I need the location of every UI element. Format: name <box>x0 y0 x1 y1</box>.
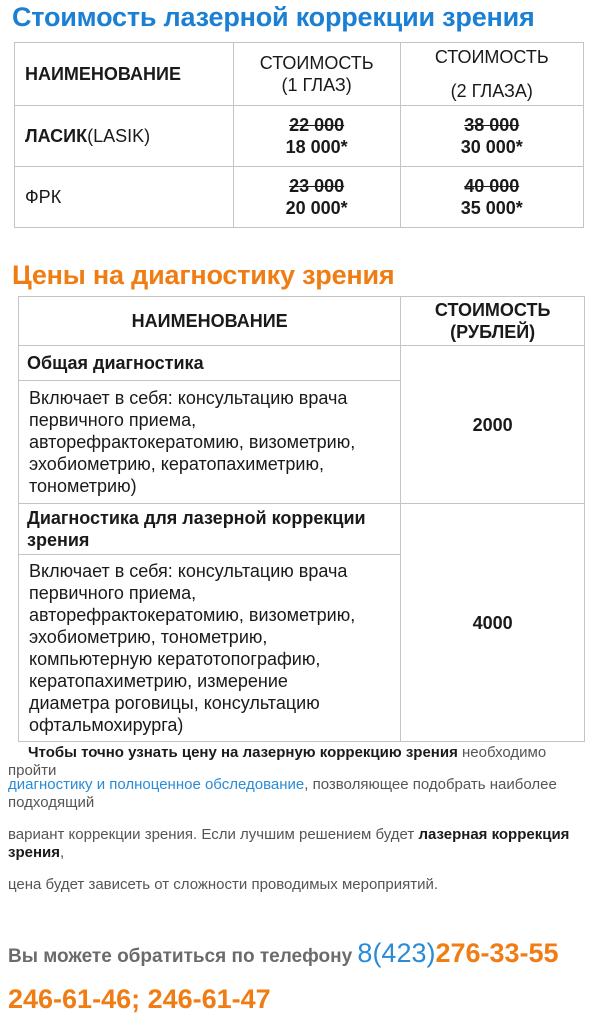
info-bold-text: лазерная коррекция зрения <box>8 826 570 861</box>
description-line: тонометрию) <box>29 476 137 496</box>
info-bold-text: Чтобы точно узнать цену на лазерную коррекцию зрения <box>28 744 458 761</box>
contact-label: Вы можете обратиться по телефону <box>8 946 358 967</box>
group-description <box>19 381 401 504</box>
new-price: 35 000* <box>460 198 523 218</box>
table-row <box>15 167 584 228</box>
col-header-cost <box>401 297 585 346</box>
table-header-row <box>15 43 584 106</box>
price-one-eye <box>233 106 400 167</box>
col-header-one-eye <box>233 43 400 106</box>
col-header-name: НАИМЕНОВАНИЕ <box>19 297 401 346</box>
description-line: кератопахиметрию, измерение <box>29 671 288 691</box>
col-header-two-eyes-l2: (2 ГЛАЗА) <box>450 81 533 101</box>
description-line: первичного приема, <box>29 410 197 430</box>
new-price: 18 000* <box>285 137 348 157</box>
diagnostics-price-table <box>18 296 585 742</box>
info-text: необходимо пройти <box>8 744 547 779</box>
col-header-two-eyes-l1: СТОИМОСТЬ <box>434 47 549 67</box>
table-row <box>15 106 584 167</box>
description-line: Включает в себя: консультацию врача <box>29 388 348 408</box>
contact-phone-line <box>8 938 559 969</box>
table-row <box>19 504 585 555</box>
diagnostics-link[interactable]: диагностику и полноценное обследование <box>8 776 305 793</box>
description-line: эхобиометрию, тонометрию, <box>29 627 268 647</box>
col-header-name: НАИМЕНОВАНИЕ <box>15 43 234 106</box>
laser-price-table <box>14 42 584 228</box>
phone-numbers-extra[interactable]: 246-61-46; 246-61-47 <box>8 984 271 1014</box>
info-paragraph-1 <box>8 744 588 780</box>
info-text: , <box>60 844 65 861</box>
price-two-eyes <box>400 106 583 167</box>
description-line: офтальмохирурга) <box>29 715 184 735</box>
old-price: 22 000 <box>289 115 345 135</box>
col-header-cost-l1: СТОИМОСТЬ <box>434 300 551 320</box>
group-price: 2000 <box>401 346 585 504</box>
col-header-cost-l2: (РУБЛЕЙ) <box>450 322 536 342</box>
table-header-row <box>19 297 585 346</box>
info-text: , позволяющее подобрать наиболее подходящий <box>8 776 557 811</box>
info-paragraph-3 <box>8 826 588 862</box>
info-paragraph-4: цена будет зависеть от сложности проводимых мероприятий. <box>8 876 439 893</box>
col-header-one-eye-l2: (1 ГЛАЗ) <box>281 75 352 95</box>
description-line: первичного приема, <box>29 583 197 603</box>
row-name-bold: ЛАСИК <box>25 126 88 146</box>
description-line: эхобиометрию, кератопахиметрию, <box>29 454 324 474</box>
new-price: 20 000* <box>285 198 348 218</box>
row-name-rest: ФРК <box>25 187 62 207</box>
phone-code[interactable]: 8(423) <box>357 938 436 968</box>
group-title-l1: Диагностика для лазерной коррекции <box>27 508 366 528</box>
description-line: диаметра роговицы, консультацию <box>29 693 320 713</box>
table-row <box>19 346 585 381</box>
description-line: авторефрактокератомию, визометрию, <box>29 432 356 452</box>
old-price: 23 000 <box>289 176 345 196</box>
row-name-rest: (LASIK) <box>87 126 151 146</box>
col-header-one-eye-l1: СТОИМОСТЬ <box>259 53 374 73</box>
group-price: 4000 <box>401 504 585 742</box>
info-paragraph-2 <box>8 776 588 812</box>
group-title-l2: зрения <box>27 530 90 550</box>
old-price: 38 000 <box>464 115 520 135</box>
group-title <box>19 504 401 555</box>
description-line: Включает в себя: консультацию врача <box>29 561 348 581</box>
phone-number[interactable]: 276-33-55 <box>435 938 559 968</box>
row-name-prk <box>15 167 234 228</box>
old-price: 40 000 <box>464 176 520 196</box>
description-line: авторефрактокератомию, визометрию, <box>29 605 356 625</box>
row-name-lasik <box>15 106 234 167</box>
info-text: вариант коррекции зрения. Если лучшим решением будет <box>8 826 419 843</box>
laser-price-title: Стоимость лазерной коррекции зрения <box>12 2 535 32</box>
new-price: 30 000* <box>460 137 523 157</box>
price-two-eyes <box>400 167 583 228</box>
price-one-eye <box>233 167 400 228</box>
description-line: компьютерную кератотопографию, <box>29 649 321 669</box>
group-description <box>19 555 401 742</box>
col-header-two-eyes <box>400 43 583 106</box>
group-title: Общая диагностика <box>19 346 401 381</box>
diagnostics-title: Цены на диагностику зрения <box>12 260 395 290</box>
